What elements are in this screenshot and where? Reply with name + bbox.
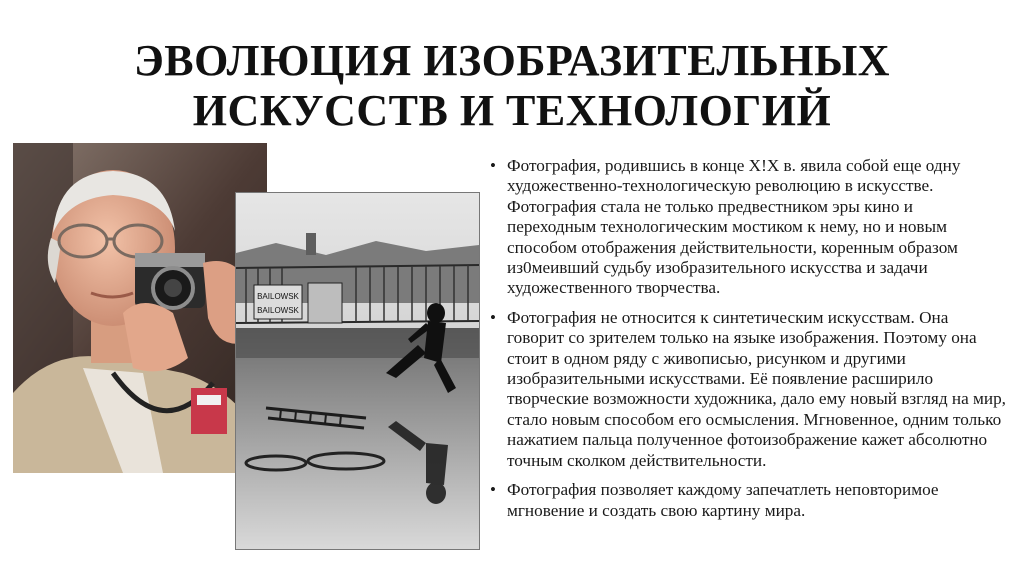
slide-title [60,36,964,136]
bullet-marker: • [490,307,496,327]
photographer-portrait-icon [13,143,267,473]
poster-text-2: BAILOWSK [257,306,299,315]
bullet-item-1 [486,156,1006,299]
title-line-1: ЭВОЛЮЦИЯ ИЗОБРАЗИТЕЛЬНЫХ [133,36,891,85]
title-line-2: ИСКУССТВ И ТЕХНОЛОГИЙ [192,86,832,135]
bullet-item-3 [486,480,1006,521]
bullet-text-3: Фотография позволяет каждому запечатлеть неповторимое мгновение и создать свою картину мира. [507,480,939,520]
jumping-man-photo-icon [236,193,479,549]
photographer-portrait-image [13,143,267,473]
bullet-list [486,156,1006,530]
bullet-text-1: Фотография, родившись в конце Х!Х в. явила собой еще одну художественно-технологическую революцию в искусстве. Фотография стала не только предвестником эры кино и переходным технологическим мостиком к нему, но и новым способом отображения действительности, коренным образом из0меивший судьбу изобразительного искусства и задачи художественного творчества. [507,156,961,298]
bullet-marker: • [490,480,496,500]
bullet-item-2 [486,308,1006,471]
street-photograph-image [235,192,480,550]
bullet-marker: • [490,156,496,175]
poster-text-1: BAILOWSK [257,292,299,301]
bullet-text-2: Фотография не относится к синтетическим искусствам. Она говорит со зрителем только на языке изображения. Поэтому она стоит в одном ряду с живописью, рисунком и другими изобразительными искусствами. Её появление расширило творческие возможности художника, дало ему новый взгляд на мир, стало новым способом его осмысления. Мгновенное, одним только нажатием пальца полученное фотоизображение кажет абсолютно точным сколком действительности. [507,307,1006,470]
